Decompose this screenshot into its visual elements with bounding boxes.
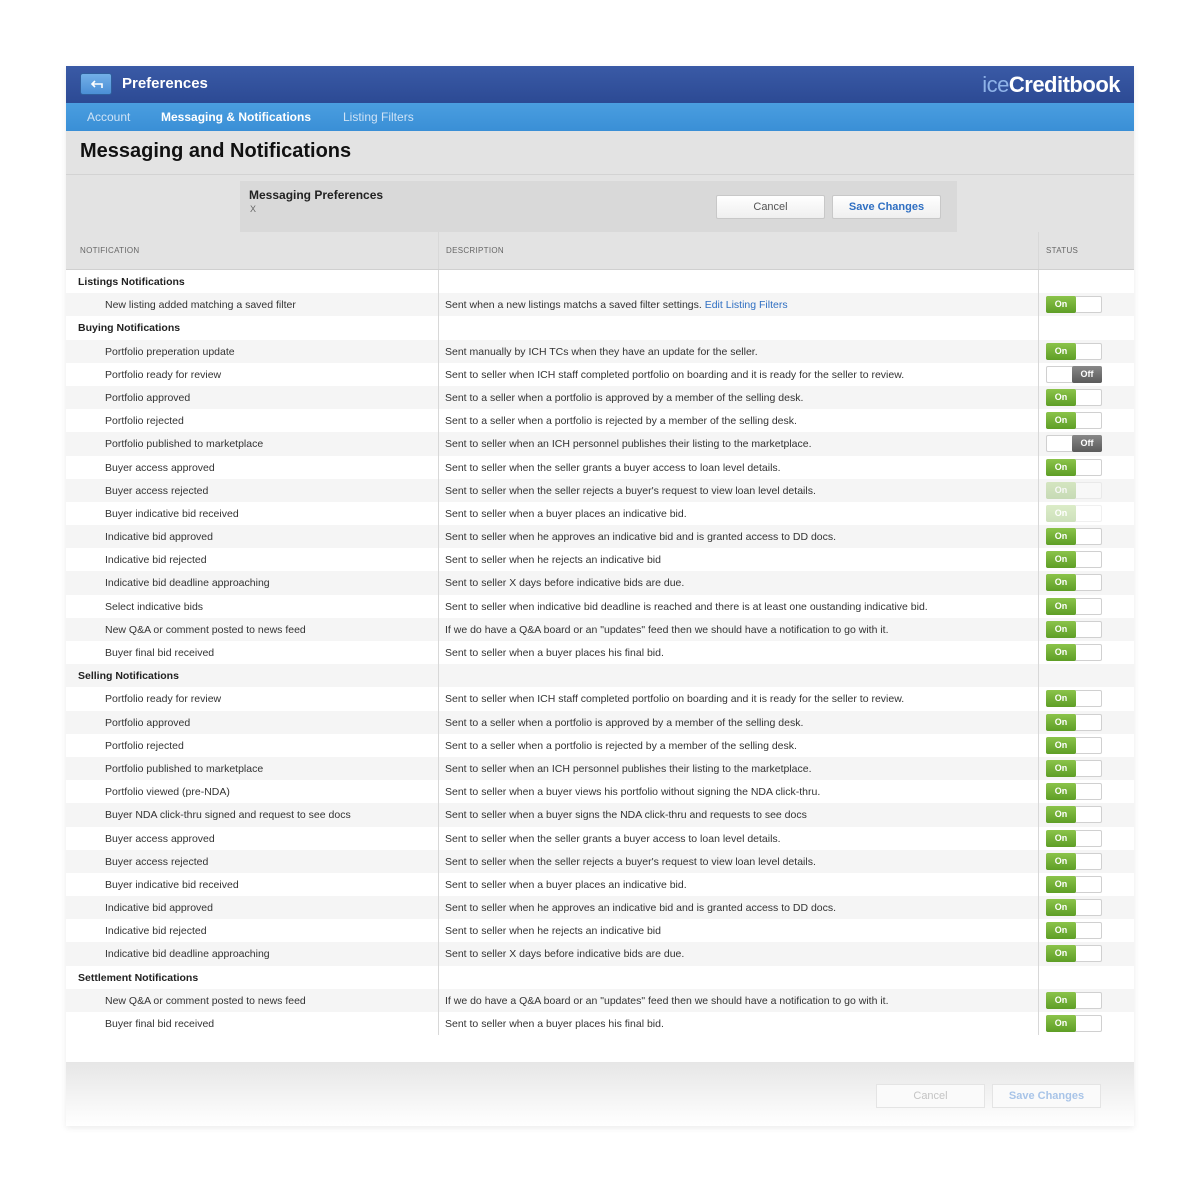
notification-description <box>445 856 816 868</box>
footer-bar <box>66 1062 1134 1126</box>
footer-save-changes-button[interactable]: Save Changes <box>992 1084 1101 1108</box>
description-text: Sent to seller when an ICH personnel publishes their listing to the marketplace. <box>445 438 812 451</box>
column-status: STATUS <box>1046 246 1079 255</box>
notification-name: Buyer final bid received <box>105 1018 215 1030</box>
notification-row <box>66 780 1134 803</box>
notification-name: Portfolio preperation update <box>105 345 235 358</box>
notification-row <box>66 757 1134 780</box>
toggle-knob: On <box>1046 760 1076 777</box>
description-text: Sent to seller when he approves an indicative bid and is granted access to DD docs. <box>445 902 837 915</box>
notification-row <box>66 340 1134 363</box>
notification-description <box>445 346 758 358</box>
top-bar <box>66 66 1134 103</box>
notification-description <box>445 554 661 566</box>
status-toggle[interactable] <box>1046 876 1102 893</box>
status-toggle[interactable] <box>1046 806 1102 823</box>
toggle-knob: On <box>1046 296 1076 313</box>
description-text: If we do have a Q&A board or an "updates" feed then we should have a notification to go with it. <box>445 623 889 636</box>
description-text: Sent to seller when the seller grants a buyer access to loan level details. <box>445 461 781 474</box>
notification-row <box>66 850 1134 873</box>
notification-row <box>66 432 1134 455</box>
notification-description <box>445 879 687 891</box>
notification-description <box>445 462 781 474</box>
status-toggle[interactable] <box>1046 482 1102 499</box>
description-text: Sent to seller when he rejects an indicative bid <box>445 925 661 938</box>
notification-description <box>445 577 684 589</box>
notification-description <box>445 902 836 914</box>
description-text: If we do have a Q&A board or an "updates" feed then we should have a notification to go with it. <box>445 994 889 1007</box>
toggle-knob: On <box>1046 389 1076 406</box>
app-title: Preferences <box>122 75 208 92</box>
notification-row <box>66 456 1134 479</box>
notification-description <box>445 415 797 427</box>
edit-listing-filters-link[interactable]: Edit Listing Filters <box>704 299 788 312</box>
tab-account[interactable]: Account <box>87 110 131 124</box>
notification-description <box>445 624 889 636</box>
notification-row <box>66 479 1134 502</box>
description-text: Sent to seller when a buyer places his final bid. <box>445 1018 664 1030</box>
toggle-knob: On <box>1046 853 1076 870</box>
notification-description <box>445 763 812 775</box>
notification-name: Indicative bid rejected <box>105 925 207 938</box>
notification-row <box>66 1012 1134 1035</box>
notification-description <box>445 531 836 543</box>
notification-description <box>445 833 781 845</box>
description-text: Sent to seller when the seller rejects a buyer's request to view loan level details. <box>445 484 816 497</box>
description-text: Sent to seller when the seller grants a buyer access to loan level details. <box>445 832 781 845</box>
notification-description <box>445 438 812 450</box>
page-title: Messaging and Notifications <box>80 140 352 162</box>
notification-row <box>66 711 1134 734</box>
notification-row <box>66 293 1134 316</box>
notification-row <box>66 942 1134 965</box>
notification-name: Portfolio rejected <box>105 739 184 752</box>
notification-name: Portfolio ready for review <box>105 693 222 706</box>
status-toggle[interactable] <box>1046 853 1102 870</box>
notification-description <box>445 809 807 821</box>
status-toggle[interactable] <box>1046 551 1102 568</box>
notification-row <box>66 734 1134 757</box>
notification-name: Portfolio approved <box>105 391 191 404</box>
notification-name: Buyer indicative bid received <box>105 507 239 520</box>
notification-name: Indicative bid deadline approaching <box>105 948 270 961</box>
notification-row <box>66 502 1134 525</box>
status-toggle[interactable] <box>1046 621 1102 638</box>
description-text: Sent when a new listings matchs a saved filter settings. <box>445 299 702 312</box>
save-changes-button[interactable]: Save Changes <box>832 195 941 219</box>
description-text: Sent to seller X days before indicative bids are due. <box>445 577 685 590</box>
status-toggle[interactable] <box>1046 459 1102 476</box>
description-text: Sent to seller when a buyer places an indicative bid. <box>445 507 687 520</box>
notification-row <box>66 873 1134 896</box>
toggle-knob: On <box>1046 922 1076 939</box>
notification-name: Indicative bid rejected <box>105 554 207 567</box>
toggle-knob: On <box>1046 945 1076 962</box>
notification-description <box>445 369 904 381</box>
toggle-knob: On <box>1046 830 1076 847</box>
notification-description <box>445 693 904 705</box>
notification-description <box>445 299 788 311</box>
section-title: Settlement Notifications <box>78 971 199 984</box>
tab-messaging-notifications[interactable]: Messaging & Notifications <box>161 110 312 124</box>
description-text: Sent manually by ICH TCs when they have an update for the seller. <box>445 345 758 358</box>
notification-name: Buyer NDA click-thru signed and request to see docs <box>105 809 351 822</box>
description-text: Sent to a seller when a portfolio is approved by a member of the selling desk. <box>445 391 804 404</box>
notification-description <box>445 740 797 752</box>
description-text: Sent to seller when he approves an indicative bid and is granted access to DD docs. <box>445 531 837 544</box>
description-text: Sent to seller when ICH staff completed portfolio on boarding and it is ready for the seller to review. <box>445 368 905 381</box>
notification-description <box>445 717 803 729</box>
toggle-knob: On <box>1046 343 1076 360</box>
toggle-knob: On <box>1046 482 1076 499</box>
toggle-knob: On <box>1046 899 1076 916</box>
notification-name: Buyer access approved <box>105 832 215 845</box>
description-text: Sent to seller X days before indicative bids are due. <box>445 948 685 961</box>
toggle-knob: On <box>1046 737 1076 754</box>
status-toggle[interactable] <box>1046 945 1102 962</box>
tab-listing-filters[interactable]: Listing Filters <box>343 110 414 124</box>
notification-row <box>66 827 1134 850</box>
preferences-window <box>66 66 1134 1126</box>
notification-name: Indicative bid approved <box>105 902 213 915</box>
toggle-knob: On <box>1046 551 1076 568</box>
notification-description <box>445 485 816 497</box>
section-header-row <box>66 270 1134 293</box>
notification-row <box>66 525 1134 548</box>
notification-name: Buyer access rejected <box>105 855 209 868</box>
notification-description <box>445 948 684 960</box>
notification-description <box>445 995 889 1007</box>
notification-row <box>66 803 1134 826</box>
notification-name: Indicative bid deadline approaching <box>105 577 270 590</box>
notification-row <box>66 595 1134 618</box>
section-title: Buying Notifications <box>78 322 181 335</box>
notification-description <box>445 647 664 659</box>
messaging-preferences-panel <box>240 181 957 235</box>
status-toggle[interactable] <box>1046 598 1102 615</box>
toggle-knob: On <box>1046 876 1076 893</box>
notification-name: New listing added matching a saved filter <box>105 299 296 312</box>
notification-row <box>66 363 1134 386</box>
preferences-area <box>66 175 1134 232</box>
status-toggle[interactable] <box>1046 690 1102 707</box>
notification-description <box>445 786 820 798</box>
section-header-row <box>66 966 1134 989</box>
back-button[interactable] <box>80 73 112 95</box>
brand-logo: iceCreditbook <box>982 72 1120 97</box>
messaging-preferences-title: Messaging Preferences <box>249 188 384 202</box>
status-toggle[interactable] <box>1046 505 1102 522</box>
section-title: Selling Notifications <box>78 670 179 683</box>
notification-name: Portfolio published to marketplace <box>105 762 264 775</box>
notification-row <box>66 687 1134 710</box>
notification-description <box>445 508 687 520</box>
toggle-knob: On <box>1046 598 1076 615</box>
status-toggle[interactable] <box>1046 714 1102 731</box>
notification-row <box>66 641 1134 664</box>
notification-name: Portfolio viewed (pre-NDA) <box>105 786 230 799</box>
section-title: Listings Notifications <box>78 276 185 288</box>
description-text: Sent to a seller when a portfolio is approved by a member of the selling desk. <box>445 716 804 729</box>
description-text: Sent to seller when indicative bid deadline is reached and there is at least one oustanding indicative bid. <box>445 600 928 613</box>
toggle-knob: On <box>1046 644 1076 661</box>
notification-name: Buyer access rejected <box>105 484 209 497</box>
notification-name: Buyer final bid received <box>105 647 215 659</box>
notifications-table <box>66 270 1134 1035</box>
toggle-knob: On <box>1046 783 1076 800</box>
column-headers <box>66 232 1134 270</box>
status-toggle[interactable] <box>1046 644 1102 661</box>
notification-description <box>445 925 661 937</box>
status-toggle[interactable] <box>1046 783 1102 800</box>
status-toggle[interactable] <box>1046 992 1102 1009</box>
toggle-knob: On <box>1046 690 1076 707</box>
notification-name: Indicative bid approved <box>105 531 213 544</box>
cancel-button[interactable]: Cancel <box>716 195 825 219</box>
notification-name: Buyer indicative bid received <box>105 878 239 891</box>
description-text: Sent to seller when he rejects an indicative bid <box>445 554 661 567</box>
status-toggle[interactable] <box>1046 366 1102 383</box>
notification-name: Select indicative bids <box>105 600 204 613</box>
notification-name: Buyer access approved <box>105 461 215 474</box>
notification-name: New Q&A or comment posted to news feed <box>105 623 306 636</box>
notification-name: Portfolio rejected <box>105 415 184 428</box>
footer-cancel-button[interactable]: Cancel <box>876 1084 985 1108</box>
notification-row <box>66 386 1134 409</box>
description-text: Sent to a seller when a portfolio is rejected by a member of the selling desk. <box>445 415 797 428</box>
notification-description <box>445 601 928 613</box>
notification-row <box>66 548 1134 571</box>
description-text: Sent to seller when ICH staff completed portfolio on boarding and it is ready for the seller to review. <box>445 693 905 706</box>
notification-row <box>66 919 1134 942</box>
toggle-knob: On <box>1046 992 1076 1009</box>
notification-description <box>445 392 803 404</box>
description-text: Sent to seller when a buyer places an indicative bid. <box>445 878 687 891</box>
status-toggle[interactable] <box>1046 737 1102 754</box>
notification-row <box>66 409 1134 432</box>
notification-row <box>66 618 1134 641</box>
toggle-knob: On <box>1046 505 1076 522</box>
notification-row <box>66 989 1134 1012</box>
status-toggle[interactable] <box>1046 922 1102 939</box>
notification-name: Portfolio approved <box>105 716 191 729</box>
toggle-knob: On <box>1046 412 1076 429</box>
description-text: Sent to seller when the seller rejects a buyer's request to view loan level details. <box>445 855 816 868</box>
column-description: DESCRIPTION <box>446 246 504 255</box>
status-toggle[interactable] <box>1046 1015 1102 1032</box>
status-toggle[interactable] <box>1046 389 1102 406</box>
description-text: Sent to seller when a buyer views his portfolio without signing the NDA click-thru. <box>445 786 821 799</box>
section-header-row <box>66 316 1134 339</box>
description-text: Sent to seller when an ICH personnel publishes their listing to the marketplace. <box>445 762 812 775</box>
column-notification: NOTIFICATION <box>80 246 140 255</box>
tab-bar <box>66 103 1134 131</box>
status-toggle[interactable] <box>1046 899 1102 916</box>
notification-name: New Q&A or comment posted to news feed <box>105 994 306 1007</box>
toggle-knob: On <box>1046 1015 1076 1032</box>
notification-row <box>66 571 1134 594</box>
status-toggle[interactable] <box>1046 412 1102 429</box>
toggle-knob: Off <box>1072 366 1102 383</box>
toggle-knob: Off <box>1072 435 1102 452</box>
section-header-row <box>66 664 1134 687</box>
close-icon[interactable]: X <box>250 204 257 214</box>
toggle-knob: On <box>1046 574 1076 591</box>
notification-name: Portfolio published to marketplace <box>105 438 264 451</box>
notification-description <box>445 1018 664 1030</box>
description-text: Sent to seller when a buyer places his final bid. <box>445 647 664 659</box>
status-toggle[interactable] <box>1046 528 1102 545</box>
toggle-knob: On <box>1046 528 1076 545</box>
status-toggle[interactable] <box>1046 760 1102 777</box>
description-text: Sent to a seller when a portfolio is rejected by a member of the selling desk. <box>445 739 797 752</box>
status-toggle[interactable] <box>1046 343 1102 360</box>
status-toggle[interactable] <box>1046 435 1102 452</box>
description-text: Sent to seller when a buyer signs the NDA click-thru and requests to see docs <box>445 809 807 822</box>
status-toggle[interactable] <box>1046 296 1102 313</box>
toggle-knob: On <box>1046 714 1076 731</box>
toggle-knob: On <box>1046 459 1076 476</box>
status-toggle[interactable] <box>1046 830 1102 847</box>
notification-name: Portfolio ready for review <box>105 368 222 381</box>
toggle-knob: On <box>1046 806 1076 823</box>
toggle-knob: On <box>1046 621 1076 638</box>
status-toggle[interactable] <box>1046 574 1102 591</box>
notification-row <box>66 896 1134 919</box>
